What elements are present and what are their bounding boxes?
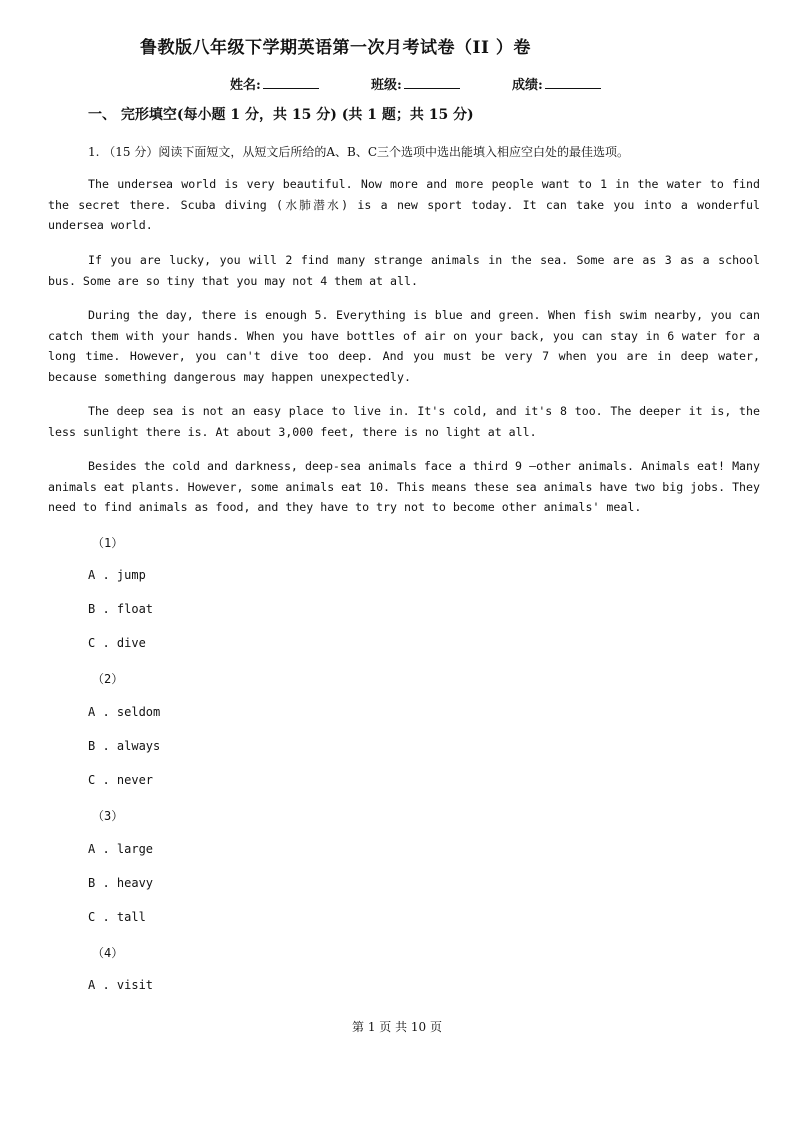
option-item[interactable]: C . dive <box>88 636 146 650</box>
subquestion-number: （4） <box>92 946 124 960</box>
page-footer: 第 1 页 共 10 页 <box>352 1020 442 1034</box>
passage-paragraph: Besides the cold and darkness, deep-sea animals face a third 9 —other animals. Animals eat! Many animals eat plants. However, some animals eat 10. This means these sea animals have two big jobs. They need to find animals as food, and they have to try not to become other animals' meal. <box>48 459 760 514</box>
score-blank <box>545 75 601 89</box>
page-title: 鲁教版八年级下学期英语第一次月考试卷（II ）卷 <box>140 38 531 58</box>
passage-paragraph: If you are lucky, you will 2 find many strange animals in the sea. Some are as 3 as a school bus. Some are so tiny that you may not 4 them at all. <box>48 253 760 288</box>
class-field <box>371 74 460 93</box>
option-item[interactable]: A . jump <box>88 568 146 582</box>
score-field <box>512 74 601 93</box>
option-item[interactable]: B . float <box>88 602 154 616</box>
option-item[interactable]: A . large <box>88 842 154 856</box>
class-blank <box>404 75 460 89</box>
passage-paragraph: The deep sea is not an easy place to live in. It's cold, and it's 8 too. The deeper it is, the less sunlight there is. At about 3,000 feet, there is no light at all. <box>48 404 760 439</box>
option-item[interactable]: C . tall <box>88 910 146 924</box>
option-item[interactable]: B . heavy <box>88 876 154 890</box>
question-intro: 1. （15 分）阅读下面短文，从短文后所给的A、B、C三个选项中选出能填入相应空白处的最佳选项。 <box>88 145 630 159</box>
name-field <box>230 74 319 93</box>
passage-paragraph: The undersea world is very beautiful. Now more and more people want to 1 in the water to find the secret there. Scuba diving (水肺潜水) is a new sport today. It can take you into a wonderful undersea world. <box>48 177 760 232</box>
score-label: 成绩: <box>512 78 543 93</box>
student-info-row <box>0 74 794 94</box>
subquestion-number: （2） <box>92 672 124 686</box>
subquestion-number: （3） <box>92 809 124 823</box>
section-heading: 一、 完形填空(每小题 1 分，共 15 分) (共 1 题；共 15 分) <box>88 107 474 123</box>
option-item[interactable]: C . never <box>88 773 154 787</box>
name-label: 姓名: <box>230 78 261 93</box>
option-item[interactable]: A . seldom <box>88 705 161 719</box>
name-blank <box>263 75 319 89</box>
subquestion-number: （1） <box>92 536 124 550</box>
class-label: 班级: <box>371 78 402 93</box>
option-item[interactable]: A . visit <box>88 978 154 992</box>
passage-paragraph: During the day, there is enough 5. Everything is blue and green. When fish swim nearby, you can catch them with your hands. When you have bottles of air on your back, you can stay in 6 water for a long time. However, you can't dive too deep. And you must be very 7 when you are in deep water, because something dangerous may happen unexpectedly. <box>48 308 760 384</box>
option-item[interactable]: B . always <box>88 739 161 753</box>
